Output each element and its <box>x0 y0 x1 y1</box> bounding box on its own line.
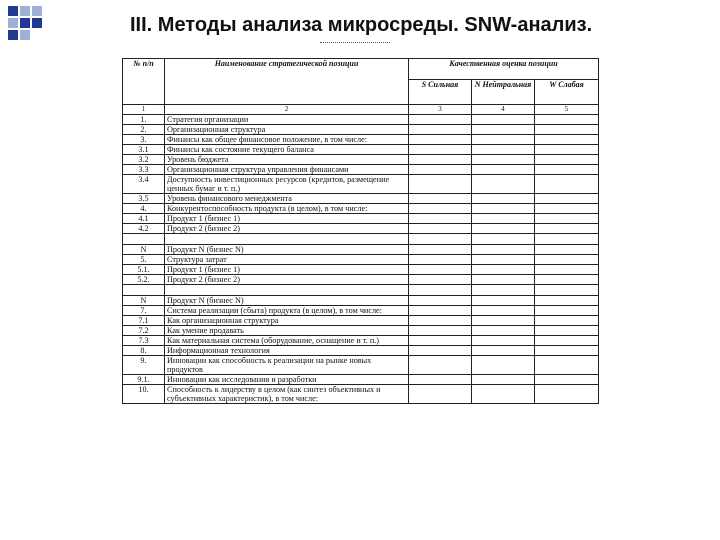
square-icon <box>20 6 30 16</box>
rating-cell <box>409 375 472 385</box>
row-position-name: Финансы как состояние текущего баланса <box>165 145 409 155</box>
row-number: 4. <box>123 204 165 214</box>
rating-cell <box>472 255 535 265</box>
row-number: 5.1. <box>123 265 165 275</box>
row-number: 7.2 <box>123 326 165 336</box>
header-num: № п/п <box>123 59 165 105</box>
index-cell: 4 <box>472 105 535 115</box>
row-position-name: Уровень финансового менеджмента <box>165 194 409 204</box>
row-position-name: Финансы как общее финансовое положение, в том числе: <box>165 135 409 145</box>
table-row <box>123 224 599 234</box>
rating-cell <box>535 245 599 255</box>
rating-cell <box>472 175 535 194</box>
square-icon <box>32 6 42 16</box>
header-w: W Слабая <box>535 80 599 105</box>
row-position-name: Как материальная система (оборудование, оснащение и т. п.) <box>165 336 409 346</box>
rating-cell <box>472 204 535 214</box>
rating-cell <box>409 115 472 125</box>
header-group: Качественная оценка позиции <box>409 59 599 80</box>
table-row <box>123 346 599 356</box>
row-position-name: Структура затрат <box>165 255 409 265</box>
rating-cell <box>472 194 535 204</box>
rating-cell <box>535 275 599 285</box>
square-icon <box>20 30 30 40</box>
square-icon <box>32 18 42 28</box>
rating-cell <box>409 125 472 135</box>
rating-cell <box>535 336 599 346</box>
row-position-name: Инновации как исследования и разработки <box>165 375 409 385</box>
table-row <box>123 204 599 214</box>
index-cell: 3 <box>409 105 472 115</box>
rating-cell <box>535 125 599 135</box>
snw-table <box>122 58 599 404</box>
row-number: 7.1 <box>123 316 165 326</box>
rating-cell <box>472 275 535 285</box>
row-number: 2. <box>123 125 165 135</box>
rating-cell <box>409 255 472 265</box>
table-row <box>123 175 599 194</box>
rating-cell <box>535 224 599 234</box>
rating-cell <box>472 316 535 326</box>
table-row <box>123 296 599 306</box>
table-row <box>123 275 599 285</box>
row-position-name: Как организационная структура <box>165 316 409 326</box>
rating-cell <box>409 194 472 204</box>
row-position-name: Как умение продавать <box>165 326 409 336</box>
table-row <box>123 255 599 265</box>
row-number: 3.1 <box>123 145 165 155</box>
row-position-name: Продукт 2 (бизнес 2) <box>165 275 409 285</box>
rating-cell <box>535 115 599 125</box>
row-position-name: Организационная структура <box>165 125 409 135</box>
rating-cell <box>472 135 535 145</box>
table-row <box>123 135 599 145</box>
rating-cell <box>409 275 472 285</box>
rating-cell <box>535 346 599 356</box>
rating-cell <box>472 375 535 385</box>
row-number: 9. <box>123 356 165 375</box>
rating-cell <box>472 214 535 224</box>
rating-cell <box>409 145 472 155</box>
rating-cell <box>535 375 599 385</box>
rating-cell <box>535 255 599 265</box>
rating-cell <box>409 336 472 346</box>
rating-cell <box>409 385 472 404</box>
rating-cell <box>472 336 535 346</box>
rating-cell <box>535 385 599 404</box>
rating-cell <box>535 135 599 145</box>
rating-cell <box>472 385 535 404</box>
rating-cell <box>472 265 535 275</box>
table-row <box>123 194 599 204</box>
table-row <box>123 326 599 336</box>
row-position-name: Уровень бюджета <box>165 155 409 165</box>
table-row <box>123 145 599 155</box>
row-number: 3. <box>123 135 165 145</box>
rating-cell <box>409 165 472 175</box>
rating-cell <box>472 145 535 155</box>
row-number: 10. <box>123 385 165 404</box>
row-number: 3.2 <box>123 155 165 165</box>
rating-cell <box>409 204 472 214</box>
rating-cell <box>535 145 599 155</box>
rating-cell <box>409 296 472 306</box>
table-row <box>123 115 599 125</box>
divider <box>320 42 390 43</box>
row-number: 8. <box>123 346 165 356</box>
rating-cell <box>409 155 472 165</box>
square-icon <box>8 18 18 28</box>
table-row <box>123 385 599 404</box>
square-icon <box>8 30 18 40</box>
spacer-row <box>123 234 599 245</box>
rating-cell <box>409 224 472 234</box>
table-row <box>123 356 599 375</box>
index-cell: 5 <box>535 105 599 115</box>
rating-cell <box>535 316 599 326</box>
rating-cell <box>535 306 599 316</box>
table-row <box>123 245 599 255</box>
table-row <box>123 155 599 165</box>
table-row <box>123 214 599 224</box>
rating-cell <box>535 265 599 275</box>
square-icon <box>8 6 18 16</box>
table-row <box>123 125 599 135</box>
row-position-name: Организационная структура управления финансами <box>165 165 409 175</box>
table-row <box>123 316 599 326</box>
header-name: Наименование стратегической позиции <box>165 59 409 105</box>
rating-cell <box>535 214 599 224</box>
row-number: N <box>123 296 165 306</box>
rating-cell <box>409 356 472 375</box>
rating-cell <box>535 296 599 306</box>
rating-cell <box>535 175 599 194</box>
rating-cell <box>472 165 535 175</box>
row-position-name: Продукт N (бизнес N) <box>165 245 409 255</box>
index-cell: 2 <box>165 105 409 115</box>
rating-cell <box>472 296 535 306</box>
rating-cell <box>409 175 472 194</box>
row-number: 3.3 <box>123 165 165 175</box>
header-s: S Сильная <box>409 80 472 105</box>
index-cell: 1 <box>123 105 165 115</box>
row-number: 3.4 <box>123 175 165 194</box>
rating-cell <box>409 214 472 224</box>
slide-title: III. Методы анализа микросреды. SNW-анализ. <box>130 14 593 36</box>
row-number: 9.1. <box>123 375 165 385</box>
rating-cell <box>535 194 599 204</box>
row-position-name: Инновации как способность к реализации на рынке новых продуктов <box>165 356 409 375</box>
row-number: 1. <box>123 115 165 125</box>
rating-cell <box>472 326 535 336</box>
row-number: 7.3 <box>123 336 165 346</box>
rating-cell <box>409 245 472 255</box>
table-row <box>123 165 599 175</box>
row-position-name: Стратегия организации <box>165 115 409 125</box>
row-number: 5.2. <box>123 275 165 285</box>
row-position-name: Продукт 1 (бизнес 1) <box>165 214 409 224</box>
rating-cell <box>409 265 472 275</box>
rating-cell <box>535 356 599 375</box>
rating-cell <box>472 346 535 356</box>
table-row <box>123 375 599 385</box>
rating-cell <box>472 245 535 255</box>
spacer-row <box>123 285 599 296</box>
row-number: 7. <box>123 306 165 316</box>
rating-cell <box>535 165 599 175</box>
row-position-name: Доступность инвестиционных ресурсов (кредитов, размещение ценных бумаг и т. п.) <box>165 175 409 194</box>
rating-cell <box>409 316 472 326</box>
row-number: N <box>123 245 165 255</box>
square-icon <box>20 18 30 28</box>
rating-cell <box>472 115 535 125</box>
row-position-name: Способность к лидерству в целом (как синтез объективных и субъективных характеристик), в том числе: <box>165 385 409 404</box>
row-position-name: Продукт 2 (бизнес 2) <box>165 224 409 234</box>
row-position-name: Система реализации (сбыта) продукта (в целом), в том числе: <box>165 306 409 316</box>
row-number: 3.5 <box>123 194 165 204</box>
decorative-squares <box>6 4 46 44</box>
row-position-name: Информационная технология <box>165 346 409 356</box>
table-row <box>123 306 599 316</box>
row-position-name: Продукт N (бизнес N) <box>165 296 409 306</box>
table-row <box>123 265 599 275</box>
row-number: 4.1 <box>123 214 165 224</box>
row-number: 5. <box>123 255 165 265</box>
rating-cell <box>409 346 472 356</box>
row-position-name: Продукт 1 (бизнес 1) <box>165 265 409 275</box>
rating-cell <box>472 224 535 234</box>
rating-cell <box>409 326 472 336</box>
rating-cell <box>472 306 535 316</box>
row-number: 4.2 <box>123 224 165 234</box>
rating-cell <box>535 155 599 165</box>
rating-cell <box>535 204 599 214</box>
rating-cell <box>409 135 472 145</box>
rating-cell <box>535 326 599 336</box>
snw-table-container <box>122 58 598 496</box>
header-n: N Нейтральная <box>472 80 535 105</box>
rating-cell <box>472 356 535 375</box>
table-row <box>123 336 599 346</box>
rating-cell <box>472 155 535 165</box>
rating-cell <box>472 125 535 135</box>
rating-cell <box>409 306 472 316</box>
row-position-name: Конкурентоспособность продукта (в целом), в том числе: <box>165 204 409 214</box>
